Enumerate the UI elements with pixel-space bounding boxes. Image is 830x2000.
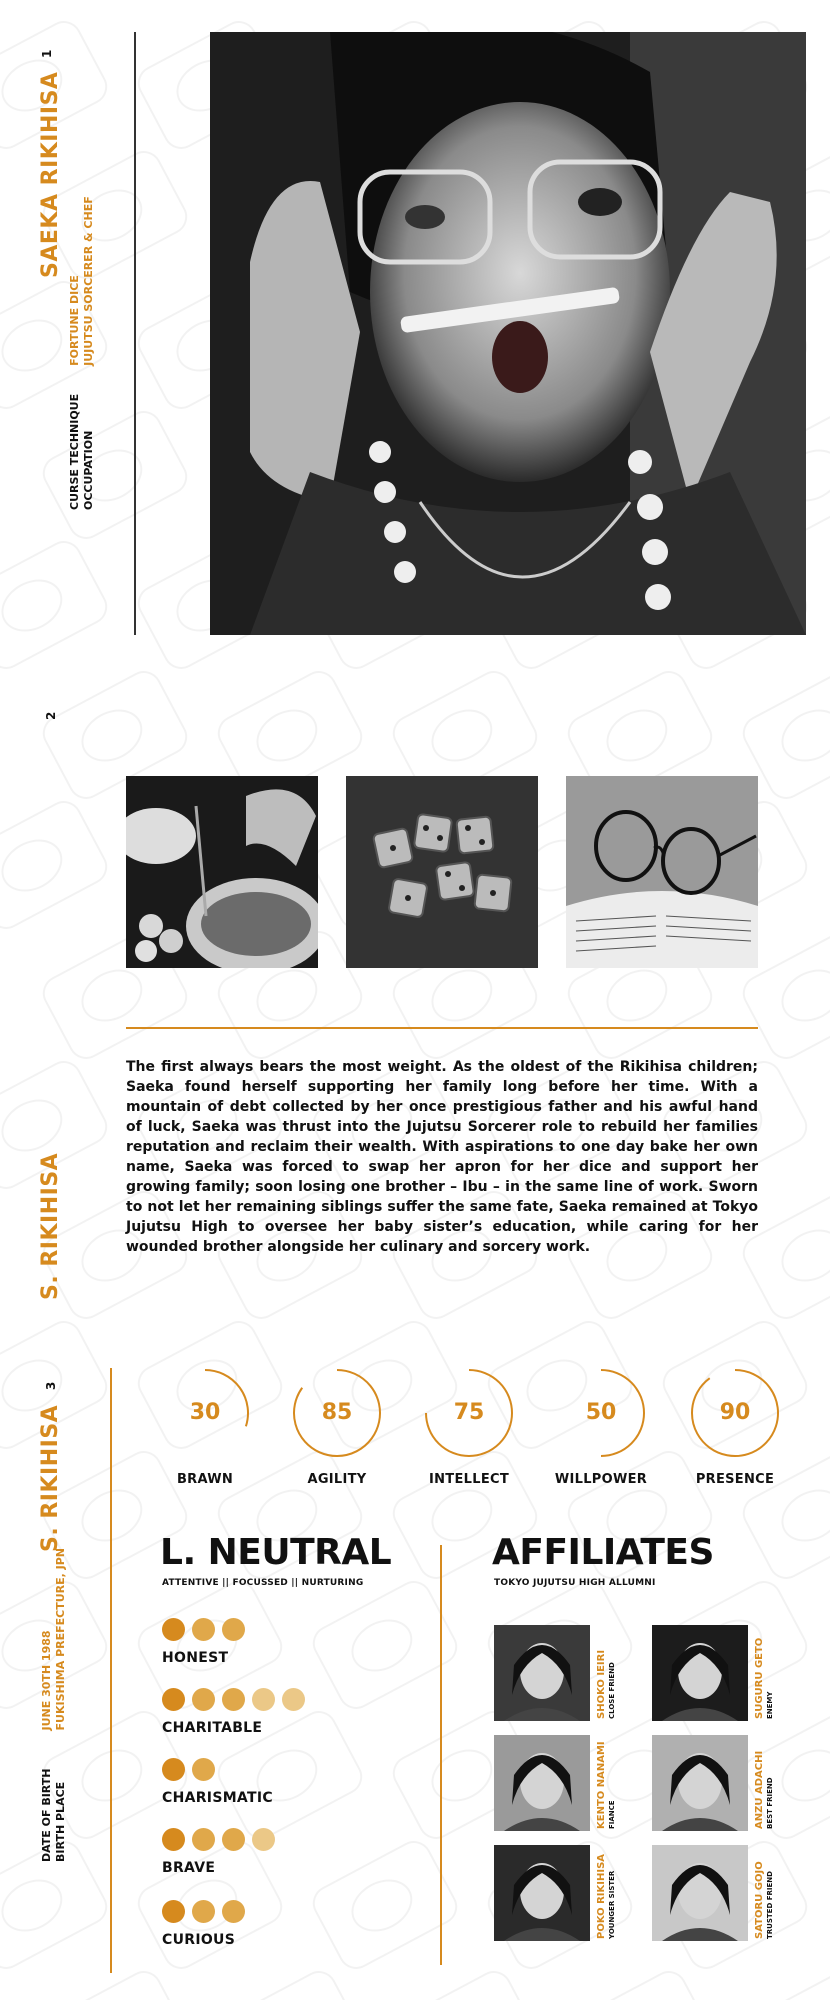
trait-rating — [162, 1828, 275, 1851]
curse-technique-label: CURSE TECHNIQUE — [68, 393, 81, 510]
watermark-stamp — [386, 1965, 543, 2000]
rating-dot — [192, 1618, 215, 1641]
stat-label: BRAWN — [176, 1472, 234, 1487]
alignment-title: L. NEUTRAL — [160, 1532, 392, 1573]
rating-dot — [162, 1618, 185, 1641]
affiliate-role: BEST FRIEND — [766, 1777, 774, 1829]
affiliate-caption — [754, 1861, 775, 1939]
affiliate-name: KENTO NANAMI — [596, 1741, 607, 1829]
short-name-page3: S. RIKIHISA — [38, 1404, 63, 1552]
birthplace-value: FUKISHIMA PREFECTURE, JPN — [54, 1547, 67, 1731]
curse-technique-value: FORTUNE DICE — [68, 275, 81, 366]
rating-dot — [192, 1758, 215, 1781]
rating-dot — [252, 1688, 275, 1711]
trait-label: CURIOUS — [162, 1932, 236, 1948]
stat-label: AGILITY — [307, 1472, 367, 1487]
affiliate-satoru-gojo — [652, 1845, 774, 1941]
affiliate-photo — [494, 1625, 590, 1721]
stat-label: INTELLECT — [428, 1472, 510, 1487]
affiliate-role: CLOSE FRIEND — [608, 1662, 616, 1719]
affiliate-role: FIANCE — [608, 1800, 616, 1829]
affiliate-anzu-adachi — [652, 1735, 774, 1831]
page-number-1: 1 — [40, 49, 54, 58]
photo-baking — [126, 776, 318, 968]
trait-charismatic — [162, 1758, 273, 1806]
affiliate-name: ANZU ADACHI — [754, 1750, 765, 1829]
trait-charitable — [162, 1688, 305, 1736]
rating-dot — [162, 1688, 185, 1711]
watermark-stamp — [736, 1965, 830, 2000]
trait-rating — [162, 1758, 273, 1781]
stat-intellect — [414, 1368, 524, 1487]
stat-label: WILLPOWER — [554, 1472, 648, 1487]
stat-label: PRESENCE — [695, 1472, 775, 1487]
info-block-1 — [68, 196, 96, 510]
affiliates-title: AFFILIATES — [492, 1532, 714, 1573]
rating-dot — [222, 1900, 245, 1923]
page3-left-divider — [110, 1368, 112, 1973]
affiliate-name: SHOKO IEIRI — [596, 1649, 607, 1719]
affiliates-subtitle: TOKYO JUJUTSU HIGH ALLUMNI — [494, 1578, 656, 1588]
rating-dot — [162, 1758, 185, 1781]
affiliate-caption — [754, 1638, 775, 1719]
stat-value: 30 — [189, 1400, 221, 1425]
trait-rating — [162, 1618, 245, 1641]
bio-divider — [126, 1027, 758, 1029]
rating-dot — [222, 1828, 245, 1851]
watermark-stamp — [0, 275, 114, 415]
trait-label: BRAVE — [162, 1860, 216, 1876]
trait-label: HONEST — [162, 1650, 229, 1666]
birth-info-block — [40, 1548, 68, 1862]
trait-rating — [162, 1900, 245, 1923]
occupation-label: OCCUPATION — [82, 430, 95, 510]
short-name-page2: S. RIKIHISA — [38, 1152, 63, 1300]
stat-agility — [282, 1368, 392, 1487]
affiliate-name: SATORU GOJO — [754, 1861, 765, 1939]
affiliate-caption — [754, 1751, 775, 1829]
rating-dot — [222, 1618, 245, 1641]
rating-dot — [222, 1688, 245, 1711]
affiliate-photo — [652, 1735, 748, 1831]
character-name: SAEKA RIKIHISA — [38, 71, 63, 278]
divider-line — [134, 32, 136, 635]
rating-dot — [192, 1688, 215, 1711]
watermark-stamp — [561, 1965, 718, 2000]
trait-rating — [162, 1688, 305, 1711]
stat-presence — [680, 1368, 790, 1487]
affiliate-role: YOUNGER SISTER — [608, 1870, 616, 1939]
photo-glasses-book — [566, 776, 758, 968]
dob-label: DATE OF BIRTH — [40, 1768, 53, 1862]
affiliate-photo — [494, 1735, 590, 1831]
trait-curious — [162, 1900, 245, 1948]
affiliate-suguru-geto — [652, 1625, 774, 1721]
affiliate-photo — [652, 1845, 748, 1941]
affiliate-kento-nanami — [494, 1735, 616, 1831]
affiliate-caption — [596, 1854, 617, 1939]
affiliate-poko-rikihisa — [494, 1845, 616, 1941]
main-portrait — [210, 32, 806, 635]
affiliate-shoko-ieiri — [494, 1625, 616, 1721]
rating-dot — [162, 1900, 185, 1923]
rating-dot — [192, 1900, 215, 1923]
trait-honest — [162, 1618, 245, 1666]
page-number-2: 2 — [44, 711, 58, 720]
watermark-stamp — [0, 795, 114, 935]
photo-dice — [346, 776, 538, 968]
page-number-3: 3 — [44, 1381, 58, 1390]
stat-value: 50 — [585, 1400, 617, 1425]
biography-text: The first always bears the most weight. As the oldest of the Rikihisa children; Saeka found herself supporting her family long before her time. With a mountain of debt collected by her once prestigious father and his awful hand of luck, Saeka was thrust into the Jujutsu Sorcerer role to rebuild her families reputation and reclaim their wealth. With aspirations to one day bake her own name, Saeka was forced to swap her apron for her dice and support her growing family; soon losing one brother – Ibu – in the same line of work. Sworn to not let her remaining siblings suffer the same fate, Saeka remained at Tokyo Jujutsu High to oversee her baby sister’s education, while caring for her wounded brother alongside her culinary and sorcery work. — [126, 1059, 758, 1255]
affiliate-name: SUGURU GETO — [754, 1637, 765, 1719]
dob-value: JUNE 30TH 1988 — [40, 1630, 53, 1731]
rating-dot — [282, 1688, 305, 1711]
page3-center-divider — [440, 1545, 442, 1965]
stat-value: 85 — [321, 1400, 353, 1425]
affiliate-caption — [596, 1650, 617, 1719]
affiliate-photo — [652, 1625, 748, 1721]
affiliate-caption — [596, 1741, 617, 1829]
watermark-stamp — [211, 1965, 368, 2000]
alignment-subtitle: ATTENTIVE || FOCUSSED || NURTURING — [162, 1578, 364, 1588]
watermark-stamp — [36, 405, 193, 545]
stat-value: 90 — [719, 1400, 751, 1425]
watermark-stamp — [0, 535, 114, 675]
trait-label: CHARISMATIC — [162, 1790, 273, 1806]
affiliate-role: TRUSTED FRIEND — [766, 1871, 774, 1939]
stat-value: 75 — [453, 1400, 485, 1425]
affiliate-name: POKO RIKIHISA — [596, 1853, 607, 1939]
stat-willpower — [546, 1368, 656, 1487]
occupation-value: JUJUTSU SORCERER & CHEF — [82, 196, 95, 366]
birthplace-label: BIRTH PLACE — [54, 1781, 67, 1862]
affiliate-photo — [494, 1845, 590, 1941]
stat-brawn — [150, 1368, 260, 1487]
trait-brave — [162, 1828, 275, 1876]
watermark-stamp — [36, 1965, 193, 2000]
watermark-stamp — [736, 1705, 830, 1845]
rating-dot — [252, 1828, 275, 1851]
trait-label: CHARITABLE — [162, 1720, 263, 1736]
affiliate-role: ENEMY — [766, 1691, 774, 1719]
rating-dot — [162, 1828, 185, 1851]
rating-dot — [192, 1828, 215, 1851]
